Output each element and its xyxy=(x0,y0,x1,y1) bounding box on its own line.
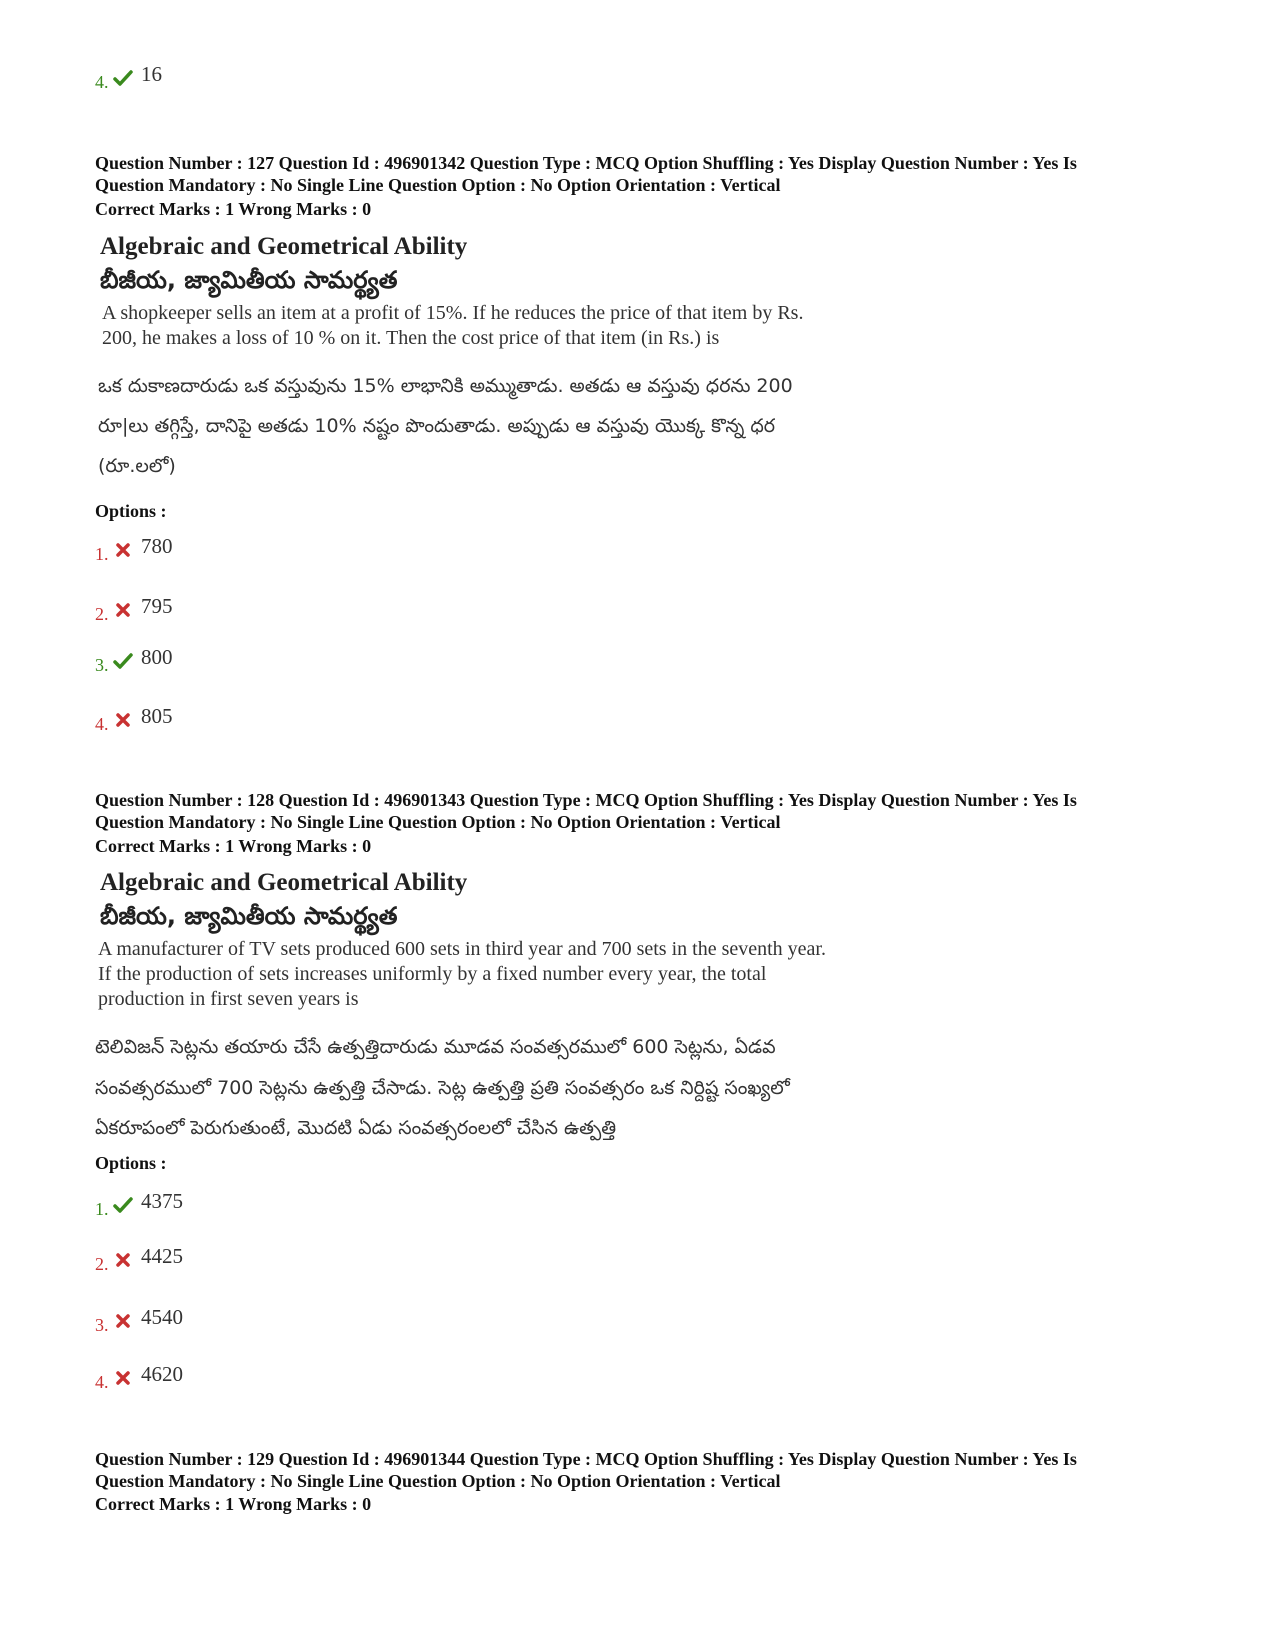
question-line: A manufacturer of TV sets produced 600 sets in third year and 700 sets in the seventh year. xyxy=(98,938,826,960)
option-number: 1. xyxy=(95,544,109,564)
question-marks: Correct Marks : 1 Wrong Marks : 0 xyxy=(95,836,372,856)
option-value: 4425 xyxy=(141,1244,183,1268)
option-number: 4. xyxy=(95,72,109,92)
option-value: 795 xyxy=(141,594,173,618)
section-title: Algebraic and Geometrical Ability xyxy=(100,869,468,896)
option-number: 2. xyxy=(95,1254,109,1274)
option-value: 16 xyxy=(141,62,162,86)
options-label: Options : xyxy=(95,501,167,521)
question-meta xyxy=(95,1448,1077,1492)
option-value: 800 xyxy=(141,645,173,669)
question-meta xyxy=(95,789,1077,833)
question-text-english xyxy=(102,301,803,351)
cross-icon xyxy=(113,1311,133,1331)
check-icon xyxy=(113,68,133,88)
question-meta-line: Question Number : 129 Question Id : 496901344 Question Type : MCQ Option Shuffling : Yes Display Question Number : Yes Is xyxy=(95,1449,1077,1469)
option-value: 805 xyxy=(141,704,173,728)
options-label: Options : xyxy=(95,1153,167,1173)
option-number: 4. xyxy=(95,1372,109,1392)
question-line-telugu: రూ|లు తగ్గిస్తే, దానిపై అతడు 10% నష్టం పొందుతాడు. అప్పుడు ఆ వస్తువు యొక్క కొన్న ధర xyxy=(98,415,776,437)
question-line: production in first seven years is xyxy=(98,988,359,1010)
cross-icon xyxy=(113,1250,133,1270)
question-meta-line: Question Mandatory : No Single Line Question Option : No Option Orientation : Vertical xyxy=(95,1471,781,1491)
option-value: 4620 xyxy=(141,1362,183,1386)
question-line-telugu: ఏకరూపంలో పెరుగుతుంటే, మొదటి ఏడు సంవత్సరంలలో చేసిన ఉత్పత్తి xyxy=(95,1117,617,1139)
section-title: Algebraic and Geometrical Ability xyxy=(100,233,468,260)
question-line: 200, he makes a loss of 10 % on it. Then the cost price of that item (in Rs.) is xyxy=(102,327,720,349)
option-value: 780 xyxy=(141,534,173,558)
question-line-telugu: సంవత్సరములో 700 సెట్లను ఉత్పత్తి చేసాడు. సెట్ల ఉత్పత్తి ప్రతి సంవత్సరం ఒక నిర్దిష్ట సంఖ్యలో xyxy=(95,1077,790,1099)
option-number: 2. xyxy=(95,604,109,624)
question-line: If the production of sets increases uniformly by a fixed number every year, the total xyxy=(98,963,767,985)
question-line-telugu: (రూ.లలో) xyxy=(98,455,176,477)
check-icon xyxy=(113,1195,133,1215)
cross-icon xyxy=(113,540,133,560)
option-number: 1. xyxy=(95,1199,109,1219)
check-icon xyxy=(113,651,133,671)
question-line: A shopkeeper sells an item at a profit of 15%. If he reduces the price of that item by Rs. xyxy=(102,302,804,324)
option-number: 3. xyxy=(95,1315,109,1335)
question-marks: Correct Marks : 1 Wrong Marks : 0 xyxy=(95,1494,372,1514)
option-value: 4540 xyxy=(141,1305,183,1329)
section-title-telugu: బీజీయ, జ్యామితీయ సామర్థ్యత xyxy=(100,902,398,930)
question-meta-line: Question Number : 128 Question Id : 496901343 Question Type : MCQ Option Shuffling : Yes Display Question Number : Yes Is xyxy=(95,790,1077,810)
option-number: 4. xyxy=(95,714,109,734)
cross-icon xyxy=(113,600,133,620)
option-number: 3. xyxy=(95,655,109,675)
question-text-english xyxy=(98,937,826,1012)
cross-icon xyxy=(113,1368,133,1388)
question-meta xyxy=(95,152,1077,196)
section-title-telugu: బీజీయ, జ్యామితీయ సామర్థ్యత xyxy=(100,266,398,294)
question-line-telugu: ఒక దుకాణదారుడు ఒక వస్తువును 15% లాభానికి అమ్ముతాడు. అతడు ఆ వస్తువు ధరను 200 xyxy=(98,375,793,397)
question-meta-line: Question Mandatory : No Single Line Question Option : No Option Orientation : Vertical xyxy=(95,812,781,832)
option-value: 4375 xyxy=(141,1189,183,1213)
question-marks: Correct Marks : 1 Wrong Marks : 0 xyxy=(95,199,372,219)
cross-icon xyxy=(113,710,133,730)
question-meta-line: Question Number : 127 Question Id : 496901342 Question Type : MCQ Option Shuffling : Yes Display Question Number : Yes Is xyxy=(95,153,1077,173)
question-line-telugu: టెలివిజన్ సెట్లను తయారు చేసే ఉత్పత్తిదారుడు మూడవ సంవత్సరములో 600 సెట్లను, ఏడవ xyxy=(95,1036,776,1058)
question-meta-line: Question Mandatory : No Single Line Question Option : No Option Orientation : Vertical xyxy=(95,175,781,195)
